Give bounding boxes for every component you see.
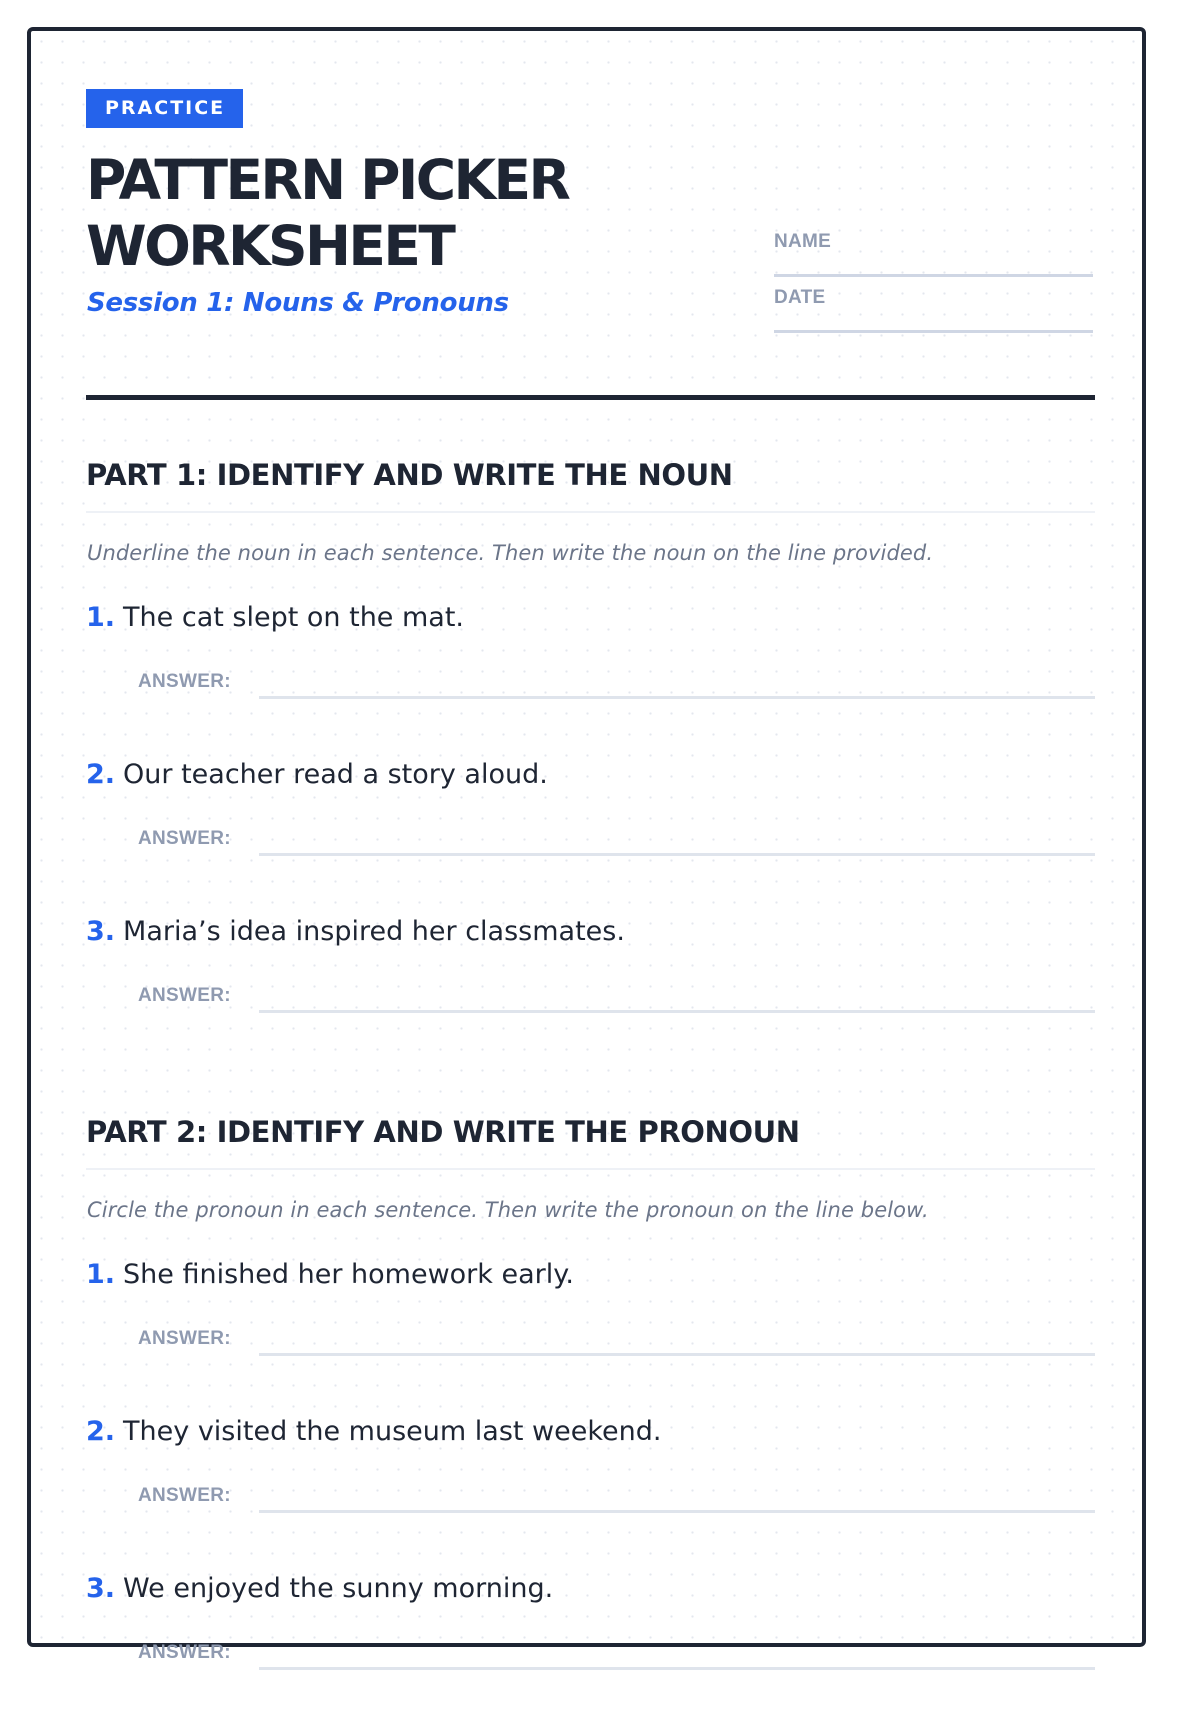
part-2-title: PART 2: IDENTIFY AND WRITE THE PRONOUN xyxy=(86,1114,1095,1170)
answer-line[interactable] xyxy=(259,1010,1095,1013)
answer-line[interactable] xyxy=(259,1510,1095,1513)
question-sentence: They visited the museum last weekend. xyxy=(123,1416,662,1447)
question-item xyxy=(86,1415,1095,1572)
question-number: 1. xyxy=(86,602,116,633)
question-number: 2. xyxy=(86,1416,116,1447)
answer-line[interactable] xyxy=(259,853,1095,856)
answer-label: ANSWER: xyxy=(138,671,231,692)
answer-label: ANSWER: xyxy=(138,985,231,1006)
question-number: 2. xyxy=(86,759,116,790)
header-divider xyxy=(86,395,1095,400)
answer-line[interactable] xyxy=(259,696,1095,699)
student-info-fields xyxy=(774,221,1093,333)
page-title xyxy=(86,147,686,279)
name-label: NAME xyxy=(774,231,832,252)
question-text xyxy=(86,1415,661,1449)
session-subtitle: Session 1: Nouns & Pronouns xyxy=(87,288,509,318)
question-text xyxy=(86,758,548,792)
name-field[interactable] xyxy=(774,221,1093,277)
question-sentence: Maria’s idea inspired her classmates. xyxy=(123,916,625,947)
title-line-2: WORKSHEET xyxy=(86,214,454,278)
question-item xyxy=(86,601,1095,758)
question-text xyxy=(86,601,464,635)
answer-label: ANSWER: xyxy=(138,1485,231,1506)
question-text xyxy=(86,1572,553,1606)
worksheet-page xyxy=(27,27,1146,1663)
question-item xyxy=(86,758,1095,915)
question-item xyxy=(86,1258,1095,1415)
part-1-section xyxy=(86,457,1095,1072)
part-2-instructions: Circle the pronoun in each sentence. Then write the pronoun on the line below. xyxy=(87,1198,929,1222)
answer-line[interactable] xyxy=(259,1667,1095,1670)
part-2-questions xyxy=(86,1258,1095,1729)
title-line-1: PATTERN PICKER xyxy=(86,148,569,212)
question-text xyxy=(86,1258,574,1292)
answer-label: ANSWER: xyxy=(138,1328,231,1349)
question-number: 1. xyxy=(86,1259,116,1290)
date-label: DATE xyxy=(774,287,826,308)
question-item xyxy=(86,915,1095,1072)
question-sentence: Our teacher read a story aloud. xyxy=(123,759,548,790)
part-1-title: PART 1: IDENTIFY AND WRITE THE NOUN xyxy=(86,457,1095,513)
part-1-questions xyxy=(86,601,1095,1072)
question-text xyxy=(86,915,625,949)
question-sentence: We enjoyed the sunny morning. xyxy=(123,1573,554,1604)
answer-label: ANSWER: xyxy=(138,828,231,849)
practice-badge: PRACTICE xyxy=(86,89,243,128)
date-field[interactable] xyxy=(774,277,1093,333)
question-sentence: She finished her homework early. xyxy=(123,1259,574,1290)
part-2-section xyxy=(86,1114,1095,1729)
worksheet-content xyxy=(86,89,1095,1663)
answer-label: ANSWER: xyxy=(138,1642,231,1663)
question-number: 3. xyxy=(86,1573,116,1604)
part-1-instructions: Underline the noun in each sentence. Then write the noun on the line provided. xyxy=(87,541,934,565)
question-sentence: The cat slept on the mat. xyxy=(123,602,465,633)
question-number: 3. xyxy=(86,916,116,947)
question-item xyxy=(86,1572,1095,1729)
answer-line[interactable] xyxy=(259,1353,1095,1356)
worksheet-header xyxy=(86,89,1095,318)
